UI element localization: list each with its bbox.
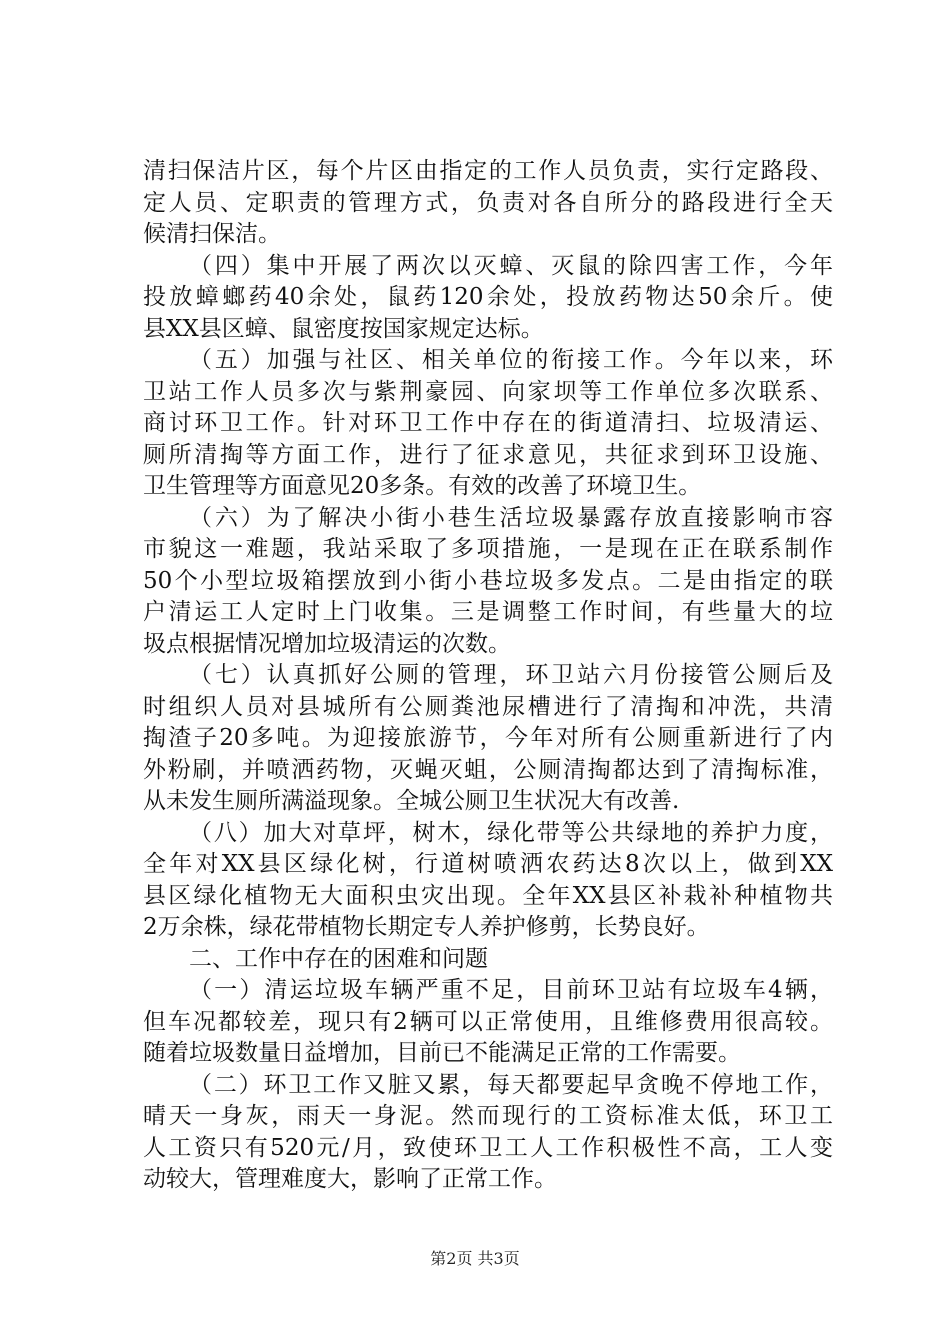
text-line: 人工资只有520元/月，致使环卫工人工作积极性不高，工人变: [143, 1134, 833, 1161]
paragraph: [143, 818, 833, 944]
text-line: 厕所清掏等方面工作，进行了征求意见，共征求到环卫设施、: [143, 441, 833, 468]
text-line: （八）加大对草坪，树木，绿化带等公共绿地的养护力度，: [189, 819, 833, 846]
text-line: 随着垃圾数量日益增加，目前已不能满足正常的工作需要。: [143, 1040, 741, 1066]
text-line: 商讨环卫工作。针对环卫工作中存在的街道清扫、垃圾清运、: [143, 410, 833, 436]
text-line: （六）为了解决小街小巷生活垃圾暴露存放直接影响市容: [189, 504, 833, 531]
text-line: 卫站工作人员多次与紫荆豪园、向家坝等工作单位多次联系、: [143, 378, 833, 405]
page-footer: 第2页 共3页: [430, 1249, 520, 1268]
text-line: 50个小型垃圾箱摆放到小街小巷垃圾多发点。二是由指定的联: [143, 567, 833, 594]
text-line: 但车况都较差，现只有2辆可以正常使用，且维修费用很高较。: [143, 1008, 833, 1035]
document-body: [143, 156, 833, 1196]
text-line: 定人员、定职责的管理方式，负责对各自所分的路段进行全天: [143, 189, 833, 216]
text-line: 外粉刷，并喷洒药物，灭蝇灭蛆，公厕清掏都达到了清掏标准，: [143, 756, 833, 783]
text-line: （二）环卫工作又脏又累，每天都要起早贪晚不停地工作，: [189, 1071, 833, 1098]
text-line: （七）认真抓好公厕的管理，环卫站六月份接管公厕后及: [189, 662, 833, 688]
text-line: 动较大，管理难度大，影响了正常工作。: [143, 1166, 557, 1192]
text-line: 清扫保洁片区，每个片区由指定的工作人员负责，实行定路段、: [143, 158, 833, 184]
paragraph: [143, 1070, 833, 1196]
section-heading: [143, 944, 833, 976]
text-line: 2万余株，绿花带植物长期定专人养护修剪，长势良好。: [143, 914, 710, 940]
text-line: 县XX县区蟑、鼠密度按国家规定达标。: [143, 315, 544, 342]
text-line: 二、工作中存在的困难和问题: [189, 945, 488, 972]
text-line: 全年对XX县区绿化树，行道树喷洒农药达8次以上，做到XX: [143, 851, 833, 877]
text-line: 投放蟑螂药40余处，鼠药120余处，投放药物达50余斤。使: [143, 284, 833, 310]
text-line: 卫生管理等方面意见20多条。有效的改善了环境卫生。: [143, 473, 702, 499]
paragraph: [143, 503, 833, 661]
text-line: 市貌这一难题，我站采取了多项措施，一是现在正在联系制作: [143, 536, 833, 562]
text-line: （一）清运垃圾车辆严重不足，目前环卫站有垃圾车4辆，: [189, 977, 833, 1003]
text-line: 时组织人员对县城所有公厕粪池尿槽进行了清掏和冲洗，共清: [143, 693, 833, 720]
paragraph: [143, 251, 833, 346]
text-line: 候清扫保洁。: [143, 221, 281, 247]
text-line: 户清运工人定时上门收集。三是调整工作时间，有些量大的垃: [143, 599, 833, 625]
paragraph: [143, 975, 833, 1070]
text-line: 掏渣子20多吨。为迎接旅游节，今年对所有公厕重新进行了内: [143, 725, 833, 751]
text-line: 圾点根据情况增加垃圾清运的次数。: [143, 630, 511, 657]
text-line: （五）加强与社区、相关单位的衔接工作。今年以来，环: [189, 347, 833, 373]
text-line: 从未发生厕所满溢现象。全城公厕卫生状况大有改善.: [143, 788, 680, 814]
paragraph: [143, 660, 833, 818]
text-line: 县区绿化植物无大面积虫灾出现。全年XX县区补栽补种植物共: [143, 882, 833, 909]
text-line: （四）集中开展了两次以灭蟑、灭鼠的除四害工作，今年: [189, 252, 833, 279]
paragraph: [143, 156, 833, 251]
paragraph: [143, 345, 833, 503]
text-line: 晴天一身灰，雨天一身泥。然而现行的工资标准太低，环卫工: [143, 1103, 833, 1129]
